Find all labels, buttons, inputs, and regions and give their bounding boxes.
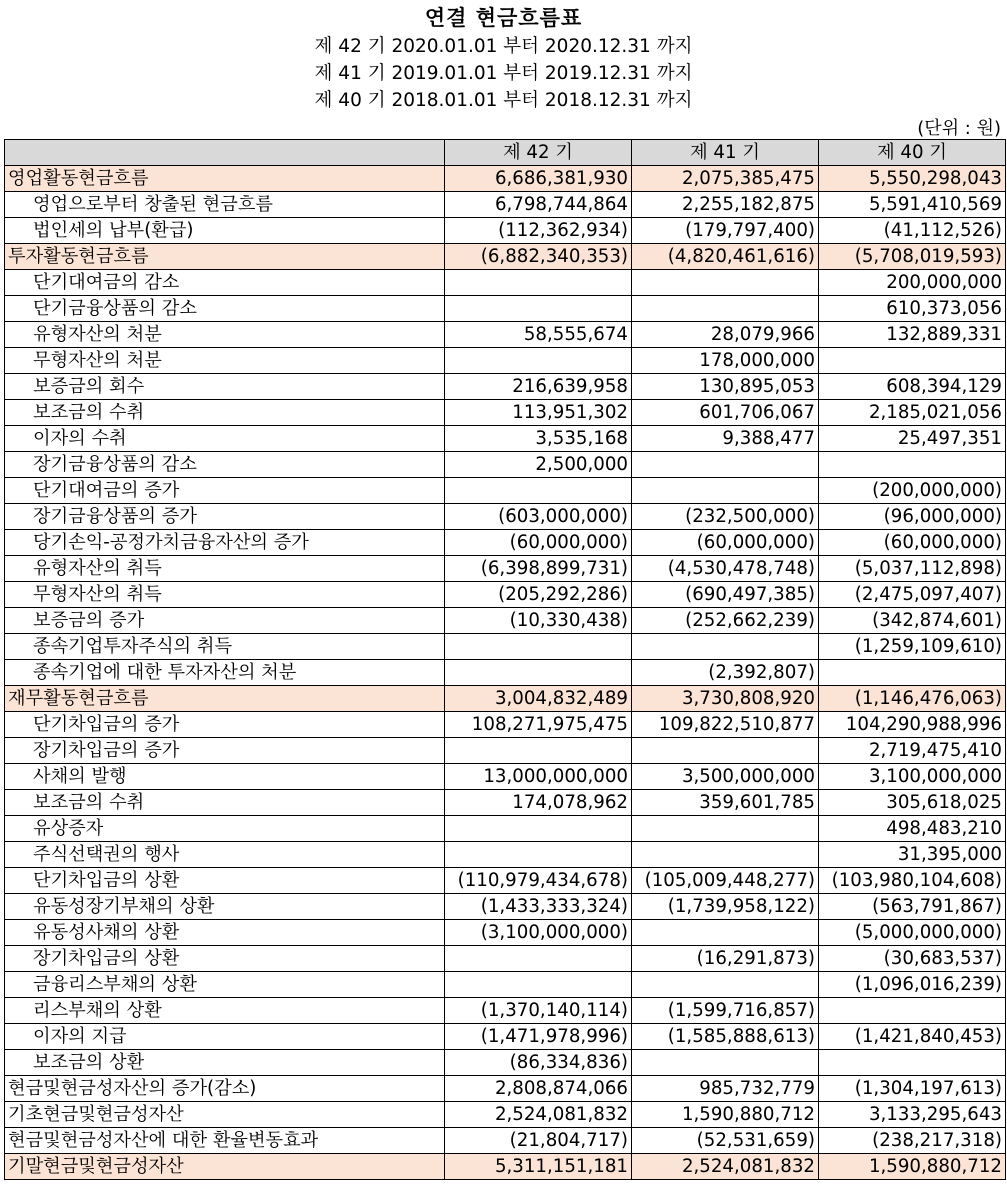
value-period-42: 6,686,381,930 — [445, 166, 632, 192]
value-period-42: (205,292,286) — [445, 582, 632, 608]
header-period-41: 제 41 기 — [632, 140, 819, 166]
value-period-42: 108,271,975,475 — [445, 712, 632, 738]
value-period-42: 174,078,962 — [445, 790, 632, 816]
value-period-40: 5,550,298,043 — [819, 166, 1006, 192]
value-period-40: (200,000,000) — [819, 478, 1006, 504]
value-period-41 — [632, 270, 819, 296]
value-period-42: 113,951,302 — [445, 400, 632, 426]
value-period-42: (10,330,438) — [445, 608, 632, 634]
table-row — [5, 582, 1006, 608]
value-period-42 — [445, 738, 632, 764]
value-period-40: (1,304,197,613) — [819, 1076, 1006, 1102]
value-period-41: 9,388,477 — [632, 426, 819, 452]
value-period-41 — [632, 920, 819, 946]
row-label: 유형자산의 취득 — [5, 556, 445, 582]
row-label: 장기금융상품의 증가 — [5, 504, 445, 530]
row-label: 유형자산의 처분 — [5, 322, 445, 348]
value-period-42: (6,882,340,353) — [445, 244, 632, 270]
row-label: 금융리스부채의 상환 — [5, 972, 445, 998]
value-period-42: (112,362,934) — [445, 218, 632, 244]
value-period-40: 3,100,000,000 — [819, 764, 1006, 790]
value-period-41: (232,500,000) — [632, 504, 819, 530]
table-row — [5, 738, 1006, 764]
value-period-42: (3,100,000,000) — [445, 920, 632, 946]
value-period-40: (342,874,601) — [819, 608, 1006, 634]
value-period-40: 610,373,056 — [819, 296, 1006, 322]
table-row — [5, 1128, 1006, 1154]
row-label: 장기금융상품의 감소 — [5, 452, 445, 478]
value-period-40: 1,590,880,712 — [819, 1154, 1006, 1180]
row-label: 당기손익-공정가치금융자산의 증가 — [5, 530, 445, 556]
value-period-40: (30,683,537) — [819, 946, 1006, 972]
value-period-42: (21,804,717) — [445, 1128, 632, 1154]
row-label: 보증금의 증가 — [5, 608, 445, 634]
value-period-41 — [632, 452, 819, 478]
value-period-40: (103,980,104,608) — [819, 868, 1006, 894]
table-row — [5, 504, 1006, 530]
value-period-41 — [632, 634, 819, 660]
value-period-40: (563,791,867) — [819, 894, 1006, 920]
value-period-41: (4,530,478,748) — [632, 556, 819, 582]
table-row — [5, 270, 1006, 296]
value-period-42 — [445, 842, 632, 868]
value-period-42: (1,433,333,324) — [445, 894, 632, 920]
value-period-41: (1,739,958,122) — [632, 894, 819, 920]
value-period-41 — [632, 972, 819, 998]
value-period-42 — [445, 660, 632, 686]
table-row — [5, 1102, 1006, 1128]
value-period-40: 25,497,351 — [819, 426, 1006, 452]
row-label: 무형자산의 처분 — [5, 348, 445, 374]
row-label: 유상증자 — [5, 816, 445, 842]
value-period-41: (2,392,807) — [632, 660, 819, 686]
value-period-42: 58,555,674 — [445, 322, 632, 348]
value-period-40: (1,421,840,453) — [819, 1024, 1006, 1050]
table-row — [5, 1154, 1006, 1180]
row-label: 단기대여금의 증가 — [5, 478, 445, 504]
row-label: 무형자산의 취득 — [5, 582, 445, 608]
statement-title: 연결 현금흐름표 — [424, 6, 583, 30]
table-row — [5, 374, 1006, 400]
row-label: 장기차입금의 증가 — [5, 738, 445, 764]
value-period-40: 5,591,410,569 — [819, 192, 1006, 218]
value-period-41: 130,895,053 — [632, 374, 819, 400]
row-label: 영업활동현금흐름 — [5, 166, 445, 192]
value-period-40 — [819, 998, 1006, 1024]
value-period-42: 2,808,874,066 — [445, 1076, 632, 1102]
value-period-42 — [445, 634, 632, 660]
value-period-42: (6,398,899,731) — [445, 556, 632, 582]
value-period-41: (105,009,448,277) — [632, 868, 819, 894]
table-row — [5, 192, 1006, 218]
row-label: 보증금의 회수 — [5, 374, 445, 400]
table-header-row — [5, 140, 1006, 166]
table-row — [5, 244, 1006, 270]
value-period-42: (110,979,434,678) — [445, 868, 632, 894]
table-row — [5, 400, 1006, 426]
value-period-41: (4,820,461,616) — [632, 244, 819, 270]
value-period-42: (1,471,978,996) — [445, 1024, 632, 1050]
row-label: 사채의 발행 — [5, 764, 445, 790]
value-period-41 — [632, 1050, 819, 1076]
value-period-42: 3,004,832,489 — [445, 686, 632, 712]
row-label: 보조금의 수취 — [5, 400, 445, 426]
value-period-40: 608,394,129 — [819, 374, 1006, 400]
value-period-42 — [445, 816, 632, 842]
row-label: 장기차입금의 상환 — [5, 946, 445, 972]
row-label: 종속기업투자주식의 취득 — [5, 634, 445, 660]
row-label: 기초현금및현금성자산 — [5, 1102, 445, 1128]
value-period-40: (60,000,000) — [819, 530, 1006, 556]
value-period-41 — [632, 816, 819, 842]
table-row — [5, 426, 1006, 452]
table-row — [5, 920, 1006, 946]
value-period-40: 498,483,210 — [819, 816, 1006, 842]
header-period-40: 제 40 기 — [819, 140, 1006, 166]
value-period-40 — [819, 348, 1006, 374]
value-period-41: 601,706,067 — [632, 400, 819, 426]
table-row — [5, 764, 1006, 790]
table-row — [5, 452, 1006, 478]
value-period-41 — [632, 842, 819, 868]
value-period-41: 178,000,000 — [632, 348, 819, 374]
row-label: 단기차입금의 상환 — [5, 868, 445, 894]
value-period-41: 1,590,880,712 — [632, 1102, 819, 1128]
value-period-40 — [819, 452, 1006, 478]
value-period-40: 132,889,331 — [819, 322, 1006, 348]
table-row — [5, 790, 1006, 816]
value-period-40: 31,395,000 — [819, 842, 1006, 868]
value-period-41 — [632, 478, 819, 504]
value-period-41: 985,732,779 — [632, 1076, 819, 1102]
row-label: 보조금의 상환 — [5, 1050, 445, 1076]
value-period-41: 2,255,182,875 — [632, 192, 819, 218]
value-period-41: 3,730,808,920 — [632, 686, 819, 712]
table-row — [5, 296, 1006, 322]
table-row — [5, 348, 1006, 374]
value-period-41: 28,079,966 — [632, 322, 819, 348]
table-row — [5, 686, 1006, 712]
value-period-42: (60,000,000) — [445, 530, 632, 556]
value-period-40: (5,708,019,593) — [819, 244, 1006, 270]
row-label: 현금및현금성자산의 증가(감소) — [5, 1076, 445, 1102]
cash-flow-table — [4, 139, 1006, 1180]
value-period-40: 104,290,988,996 — [819, 712, 1006, 738]
row-label: 현금및현금성자산에 대한 환율변동효과 — [5, 1128, 445, 1154]
value-period-41: 3,500,000,000 — [632, 764, 819, 790]
period-line-42: 제 42 기 2020.01.01 부터 2020.12.31 까지 — [314, 36, 693, 57]
value-period-40 — [819, 660, 1006, 686]
value-period-41: (1,599,716,857) — [632, 998, 819, 1024]
value-period-41 — [632, 738, 819, 764]
row-label: 단기차입금의 증가 — [5, 712, 445, 738]
table-row — [5, 1076, 1006, 1102]
table-row — [5, 660, 1006, 686]
period-line-40: 제 40 기 2018.01.01 부터 2018.12.31 까지 — [314, 90, 693, 111]
value-period-41: (690,497,385) — [632, 582, 819, 608]
value-period-42 — [445, 972, 632, 998]
value-period-42 — [445, 478, 632, 504]
row-label: 단기금융상품의 감소 — [5, 296, 445, 322]
table-row — [5, 894, 1006, 920]
row-label: 주식선택권의 행사 — [5, 842, 445, 868]
value-period-41: 109,822,510,877 — [632, 712, 819, 738]
value-period-41: (1,585,888,613) — [632, 1024, 819, 1050]
row-label: 유동성사채의 상환 — [5, 920, 445, 946]
table-row — [5, 946, 1006, 972]
table-row — [5, 218, 1006, 244]
row-label: 재무활동현금흐름 — [5, 686, 445, 712]
value-period-40: (41,112,526) — [819, 218, 1006, 244]
value-period-42: 5,311,151,181 — [445, 1154, 632, 1180]
row-label: 단기대여금의 감소 — [5, 270, 445, 296]
value-period-40: (5,037,112,898) — [819, 556, 1006, 582]
value-period-40: (5,000,000,000) — [819, 920, 1006, 946]
value-period-42: 2,500,000 — [445, 452, 632, 478]
value-period-42: 6,798,744,864 — [445, 192, 632, 218]
table-row — [5, 972, 1006, 998]
table-row — [5, 998, 1006, 1024]
row-label: 기말현금및현금성자산 — [5, 1154, 445, 1180]
table-row — [5, 478, 1006, 504]
value-period-42: 216,639,958 — [445, 374, 632, 400]
table-row — [5, 1024, 1006, 1050]
table-row — [5, 556, 1006, 582]
row-label: 투자활동현금흐름 — [5, 244, 445, 270]
value-period-42: (603,000,000) — [445, 504, 632, 530]
value-period-40: (2,475,097,407) — [819, 582, 1006, 608]
value-period-42 — [445, 296, 632, 322]
value-period-40: 305,618,025 — [819, 790, 1006, 816]
value-period-41: (60,000,000) — [632, 530, 819, 556]
row-label: 이자의 수취 — [5, 426, 445, 452]
value-period-40: 200,000,000 — [819, 270, 1006, 296]
value-period-41: 2,524,081,832 — [632, 1154, 819, 1180]
table-row — [5, 842, 1006, 868]
value-period-40: 2,719,475,410 — [819, 738, 1006, 764]
row-label: 유동성장기부채의 상환 — [5, 894, 445, 920]
unit-label: (단위 : 원) — [917, 118, 1001, 139]
value-period-41: (16,291,873) — [632, 946, 819, 972]
value-period-40: 3,133,295,643 — [819, 1102, 1006, 1128]
table-row — [5, 608, 1006, 634]
row-label: 이자의 지급 — [5, 1024, 445, 1050]
table-row — [5, 816, 1006, 842]
value-period-40 — [819, 1050, 1006, 1076]
table-row — [5, 322, 1006, 348]
value-period-42: 3,535,168 — [445, 426, 632, 452]
row-label: 법인세의 납부(환급) — [5, 218, 445, 244]
value-period-40: (1,096,016,239) — [819, 972, 1006, 998]
value-period-42: 2,524,081,832 — [445, 1102, 632, 1128]
value-period-41: (52,531,659) — [632, 1128, 819, 1154]
row-label: 리스부채의 상환 — [5, 998, 445, 1024]
table-row — [5, 530, 1006, 556]
table-row — [5, 166, 1006, 192]
value-period-40: (1,259,109,610) — [819, 634, 1006, 660]
value-period-42: (86,334,836) — [445, 1050, 632, 1076]
table-row — [5, 1050, 1006, 1076]
row-label: 보조금의 수취 — [5, 790, 445, 816]
value-period-41: 359,601,785 — [632, 790, 819, 816]
value-period-40: (238,217,318) — [819, 1128, 1006, 1154]
header-period-42: 제 42 기 — [445, 140, 632, 166]
row-label: 영업으로부터 창출된 현금흐름 — [5, 192, 445, 218]
value-period-41 — [632, 296, 819, 322]
header-label-column — [5, 140, 445, 166]
row-label: 종속기업에 대한 투자자산의 처분 — [5, 660, 445, 686]
value-period-40: 2,185,021,056 — [819, 400, 1006, 426]
value-period-40: (1,146,476,063) — [819, 686, 1006, 712]
value-period-40: (96,000,000) — [819, 504, 1006, 530]
period-line-41: 제 41 기 2019.01.01 부터 2019.12.31 까지 — [314, 63, 693, 84]
table-row — [5, 868, 1006, 894]
table-row — [5, 634, 1006, 660]
value-period-41: 2,075,385,475 — [632, 166, 819, 192]
value-period-41: (252,662,239) — [632, 608, 819, 634]
value-period-42 — [445, 348, 632, 374]
value-period-42: (1,370,140,114) — [445, 998, 632, 1024]
value-period-42 — [445, 946, 632, 972]
value-period-42: 13,000,000,000 — [445, 764, 632, 790]
value-period-42 — [445, 270, 632, 296]
value-period-41: (179,797,400) — [632, 218, 819, 244]
table-row — [5, 712, 1006, 738]
